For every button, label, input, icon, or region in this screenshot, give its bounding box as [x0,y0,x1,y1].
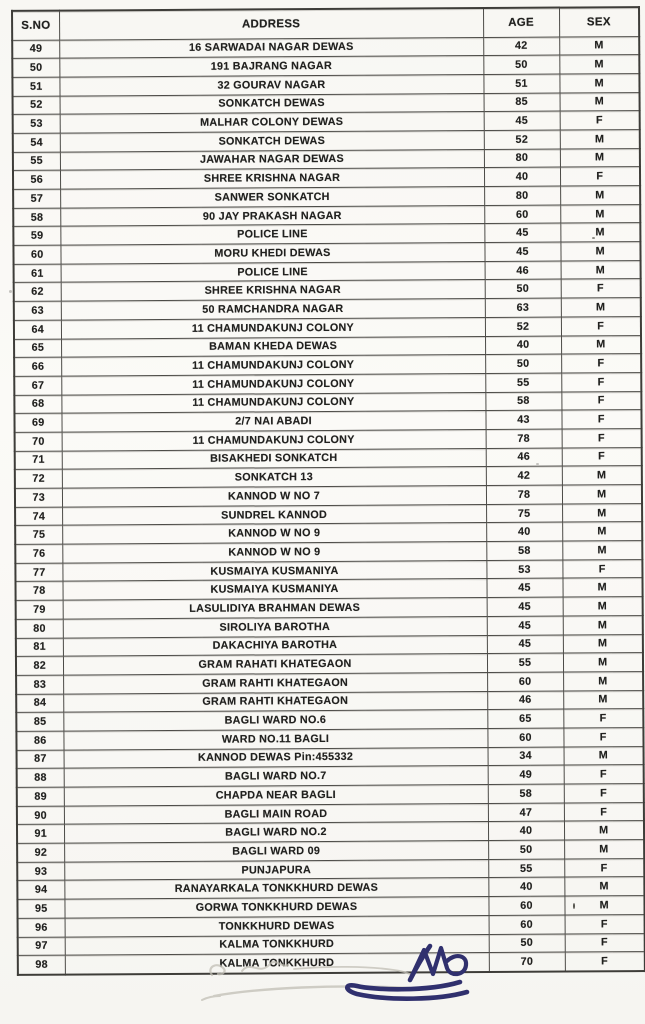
address-cell: MORU KHEDI DEWAS [60,243,484,264]
sno-cell: 79 [16,600,63,619]
address-cell: BAGLI WARD NO.2 [64,822,488,843]
age-cell: 50 [485,354,561,373]
age-cell: 52 [485,317,561,336]
sno-cell: 69 [14,413,61,432]
address-cell: SONKATCH DEWAS [60,93,484,114]
sno-cell: 83 [16,675,63,694]
sno-cell: 88 [17,768,64,787]
address-cell: BAGLI WARD NO.7 [64,766,488,787]
sex-cell: F [561,279,641,298]
sex-cell: F [561,372,641,391]
address-cell: GRAM RAHATI KHATEGAON [63,654,487,675]
age-cell: 78 [486,429,562,448]
age-cell: 43 [485,410,561,429]
sno-cell: 58 [13,208,60,227]
sex-cell: F [565,933,645,952]
column-header-age: AGE [483,8,559,37]
address-cell: SUNDREL KANNOD [62,504,486,525]
address-cell: SANWER SONKATCH [60,187,484,208]
table-row [18,952,645,975]
sex-cell: F [560,167,640,186]
sno-cell: 65 [14,339,61,358]
sno-cell: 85 [16,712,63,731]
sex-cell: F [564,784,644,803]
age-cell: 45 [487,597,563,616]
address-cell: 11 CHAMUNDAKUNJ COLONY [61,355,485,376]
sno-cell: 80 [16,619,63,638]
age-cell: 47 [488,803,564,822]
address-cell: KANNOD W NO 9 [62,523,486,544]
age-cell: 60 [484,205,560,224]
sex-cell: F [562,559,642,578]
sno-cell: 50 [12,58,59,77]
sno-cell: 96 [18,918,65,937]
age-cell: 58 [486,541,562,560]
sex-cell: F [564,765,644,784]
sno-cell: 97 [18,937,65,956]
address-cell: KANNOD W NO 7 [62,486,486,507]
address-cell: 50 RAMCHANDRA NAGAR [61,299,485,320]
sex-cell: F [561,354,641,373]
address-cell: BAGLI WARD NO.6 [63,710,487,731]
age-cell: 55 [485,373,561,392]
address-cell: 191 BAJRANG NAGAR [59,56,483,77]
sno-cell: 56 [13,170,60,189]
sex-cell: F [563,728,643,747]
sno-cell: 51 [12,77,59,96]
sno-cell: 98 [18,955,65,975]
sex-cell: M [560,130,640,149]
sno-cell: 53 [13,114,60,133]
address-cell: KALMA TONKKHURD [65,953,489,975]
sno-cell: 86 [16,731,63,750]
age-cell: 46 [486,448,562,467]
sex-cell: M [563,597,643,616]
age-cell: 46 [485,261,561,280]
address-cell: BAGLI WARD 09 [64,841,488,862]
address-cell: POLICE LINE [60,224,484,245]
address-cell: SONKATCH 13 [62,467,486,488]
sno-cell: 90 [17,806,64,825]
address-cell: 90 JAY PRAKASH NAGAR [60,205,484,226]
sno-cell: 61 [14,264,61,283]
sex-cell: M [564,746,644,765]
age-cell: 40 [488,821,564,840]
sno-cell: 54 [13,133,60,152]
sex-cell: M [559,73,639,92]
address-cell: 11 CHAMUNDAKUNJ COLONY [61,317,485,338]
sex-cell: F [562,429,642,448]
address-cell: 11 CHAMUNDAKUNJ COLONY [61,373,485,394]
age-cell: 65 [487,709,563,728]
age-cell: 50 [485,279,561,298]
sno-cell: 68 [14,395,61,414]
age-cell: 55 [488,859,564,878]
address-cell: WARD NO.11 BAGLI [63,728,487,749]
age-cell: 45 [484,111,560,130]
address-cell: CHAPDA NEAR BAGLI [64,785,488,806]
address-cell: KUSMAIYA KUSMANIYA [62,579,486,600]
column-header-sno: S.NO [12,11,59,40]
sex-cell: M [563,690,643,709]
age-cell: 50 [488,840,564,859]
address-cell: LASULIDIYA BRAHMAN DEWAS [63,598,487,619]
sex-cell: M [563,615,643,634]
age-cell: 75 [486,504,562,523]
sno-cell: 59 [13,226,60,245]
sno-cell: 93 [17,862,64,881]
sex-cell: F [564,802,644,821]
sno-cell: 70 [15,432,62,451]
sex-cell: F [564,858,644,877]
sno-cell: 57 [13,189,60,208]
address-cell: JAWAHAR NAGAR DEWAS [60,149,484,170]
age-cell: 34 [488,747,564,766]
sex-cell: M [562,541,642,560]
age-cell: 45 [487,616,563,635]
address-cell: 16 SARWADAI NAGAR DEWAS [59,37,483,58]
sex-cell: F [561,410,641,429]
age-cell: 46 [487,691,563,710]
age-cell: 60 [489,915,565,934]
address-cell: SHREE KRISHNA NAGAR [60,168,484,189]
address-cell: MALHAR COLONY DEWAS [60,112,484,133]
age-cell: 40 [484,167,560,186]
column-header-address: ADDRESS [59,8,483,40]
sno-cell: 64 [14,320,61,339]
sno-cell: 87 [17,750,64,769]
address-cell: 32 GOURAV NAGAR [59,74,483,95]
address-cell: POLICE LINE [61,261,485,282]
address-cell: 2/7 NAI ABADI [61,411,485,432]
sex-cell: M [562,522,642,541]
sno-cell: 95 [17,899,64,918]
address-cell: GRAM RAHTI KHATEGAON [63,672,487,693]
sex-cell: M [563,634,643,653]
sex-cell: M [560,242,640,261]
age-cell: 63 [485,298,561,317]
sex-cell: M [562,503,642,522]
age-cell: 40 [486,522,562,541]
sno-cell: 55 [13,152,60,171]
sno-cell: 73 [15,488,62,507]
age-cell: 78 [486,485,562,504]
age-cell: 85 [484,93,560,112]
sno-cell: 91 [17,824,64,843]
address-cell: BISAKHEDI SONKATCH [62,448,486,469]
address-cell: RANAYARKALA TONKKHURD DEWAS [64,878,488,899]
sex-cell: M [563,653,643,672]
age-cell: 52 [484,130,560,149]
table-sheet [11,6,644,976]
address-cell: SIROLIYA BAROTHA [63,616,487,637]
sex-cell: M [564,896,644,915]
address-cell: KUSMAIYA KUSMANIYA [62,560,486,581]
address-cell: KANNOD DEWAS Pin:455332 [64,747,488,768]
age-cell: 49 [488,765,564,784]
sex-cell: F [563,709,643,728]
sno-cell: 81 [16,638,63,657]
address-cell: SONKATCH DEWAS [60,130,484,151]
sno-cell: 92 [17,843,64,862]
sex-cell: M [560,148,640,167]
sex-cell: M [564,821,644,840]
sex-cell: F [562,447,642,466]
age-cell: 45 [484,223,560,242]
address-cell: SHREE KRISHNA NAGAR [61,280,485,301]
age-cell: 42 [486,466,562,485]
address-cell: KALMA TONKKHURD [65,934,489,955]
sex-cell: F [561,316,641,335]
address-table [11,6,645,976]
sex-cell: M [559,36,639,55]
sno-cell: 71 [15,451,62,470]
sno-cell: 78 [15,582,62,601]
sex-cell: M [560,204,640,223]
address-cell: KANNOD W NO 9 [62,542,486,563]
age-cell: 60 [487,728,563,747]
sex-cell: M [562,485,642,504]
age-cell: 42 [483,37,559,56]
sex-cell: M [561,260,641,279]
sex-cell: M [559,55,639,74]
sno-cell: 89 [17,787,64,806]
address-cell: GORWA TONKKHURD DEWAS [64,897,488,918]
sno-cell: 75 [15,525,62,544]
column-header-sex: SEX [559,7,639,36]
sex-cell: M [564,840,644,859]
age-cell: 45 [486,578,562,597]
age-cell: 55 [487,653,563,672]
age-cell: 80 [484,149,560,168]
sex-cell: F [565,914,645,933]
address-cell: 11 CHAMUNDAKUNJ COLONY [61,392,485,413]
sex-cell: F [565,952,645,972]
sex-cell: M [564,877,644,896]
age-cell: 58 [485,392,561,411]
sno-cell: 66 [14,357,61,376]
age-cell: 60 [488,896,564,915]
address-cell: PUNJAPURA [64,859,488,880]
sno-cell: 94 [17,881,64,900]
sno-cell: 77 [15,563,62,582]
sno-cell: 76 [15,544,62,563]
sno-cell: 82 [16,656,63,675]
address-cell: DAKACHIYA BAROTHA [63,635,487,656]
scan-noise-speck [9,290,12,293]
sex-cell: M [560,92,640,111]
age-cell: 40 [485,336,561,355]
age-cell: 51 [483,74,559,93]
age-cell: 40 [488,877,564,896]
age-cell: 50 [483,55,559,74]
address-cell: TONKKHURD DEWAS [65,915,489,936]
sex-cell: F [561,391,641,410]
address-cell: BAGLI MAIN ROAD [64,803,488,824]
age-cell: 53 [486,560,562,579]
sex-cell: M [560,223,640,242]
age-cell: 45 [487,635,563,654]
age-cell: 45 [484,242,560,261]
sex-cell: M [561,335,641,354]
sex-cell: M [560,186,640,205]
table-body [12,36,645,975]
sno-cell: 74 [15,507,62,526]
sex-cell: M [562,578,642,597]
table-header [12,7,639,40]
sno-cell: 52 [13,96,60,115]
sex-cell: M [563,671,643,690]
sex-cell: F [560,111,640,130]
sno-cell: 60 [13,245,60,264]
address-cell: 11 CHAMUNDAKUNJ COLONY [62,429,486,450]
address-cell: GRAM RAHTI KHATEGAON [63,691,487,712]
sno-cell: 72 [15,469,62,488]
sno-cell: 62 [14,283,61,302]
sno-cell: 63 [14,301,61,320]
sno-cell: 49 [12,40,59,59]
age-cell: 58 [488,784,564,803]
sno-cell: 67 [14,376,61,395]
age-cell: 60 [487,672,563,691]
sex-cell: M [562,466,642,485]
header-row [12,7,639,40]
age-cell: 70 [489,952,565,972]
sno-cell: 84 [16,694,63,713]
address-cell: BAMAN KHEDA DEWAS [61,336,485,357]
age-cell: 50 [489,934,565,953]
sex-cell: M [561,298,641,317]
age-cell: 80 [484,186,560,205]
